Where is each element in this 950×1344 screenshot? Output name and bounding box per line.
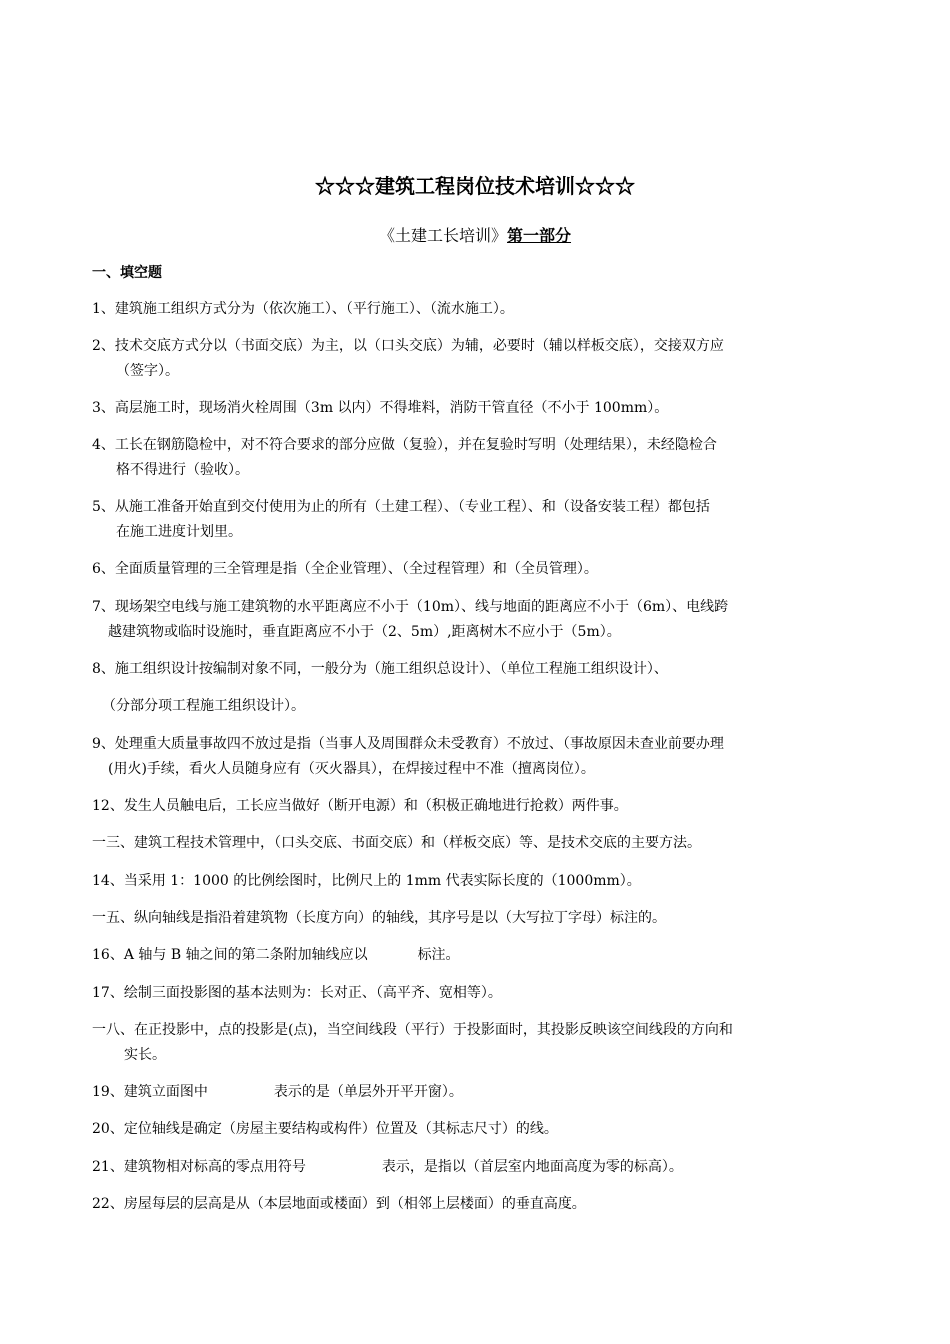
item-text: 一三、建筑工程技术管理中，（口头交底、书面交底）和（样板交底）等、是技术交底的主要方法。 [92,835,701,851]
item-text: 一八、在正投影中，点的投影是(点)，当空间线段（平行）于投影面时，其投影反映该空间线段的方向和 [92,1022,733,1038]
list-item [92,906,864,931]
list-item [92,297,864,322]
list-item [92,433,864,483]
list-item [92,1080,864,1105]
list-item [92,1155,864,1180]
list-item [92,831,864,856]
list-item [92,334,864,384]
list-item [92,869,864,894]
item-text: 4、工长在钢筋隐检中，对不符合要求的部分应做（复验），并在复验时写明（处理结果），未经隐检合 [92,437,717,453]
item-text: 一五、纵向轴线是指沿着建筑物（长度方向）的轴线，其序号是以（大写拉丁字母）标注的。 [92,910,666,926]
item-text: 20、定位轴线是确定（房屋主要结构或构件）位置及（其标志尺寸）的线。 [92,1121,558,1137]
item-text-continued: 越建筑物或临时设施时，垂直距离应不小于（2、5m）,距离树木不应小于（5m）。 [108,624,621,640]
list-item [92,732,864,782]
list-item [92,1117,864,1142]
item-text: 9、处理重大质量事故四不放过是指（当事人及周围群众未受教育）不放过、（事故原因未查业前要办理 [92,736,724,752]
item-text: 5、从施工准备开始直到交付使用为止的所有（土建工程）、（专业工程）、和（设备安装工程）都包括 [92,499,710,515]
item-text: 19、建筑立面图中 [92,1084,208,1100]
item-text: 22、房屋每层的层高是从（本层地面或楼面）到（相邻上层楼面）的垂直高度。 [92,1196,586,1212]
subtitle-main: 《土建工长培训》 [378,226,507,245]
item-text-tail: 表示，是指以（首层室内地面高度为零的标高）。 [381,1159,683,1175]
list-item [92,1192,864,1217]
item-text-continued: 实长。 [124,1047,166,1063]
item-text-continued: 在施工进度计划里。 [116,524,242,540]
item-text-continued: （签字）。 [116,363,179,379]
list-item [92,981,864,1006]
section-heading: 一、填空题 [92,265,162,281]
document-title: ☆☆☆建筑工程岗位技术培训☆☆☆ [315,174,635,198]
item-text: 16、A 轴与 B 轴之间的第二条附加轴线应以 [92,947,368,963]
item-text: 1、建筑施工组织方式分为（依次施工）、（平行施工）、（流水施工）。 [92,301,514,317]
list-item [92,595,864,645]
list-item [92,657,864,682]
item-text: 3、高层施工时，现场消火栓周围（3m 以内）不得堆料，消防干管直径（不小于 100mm）。 [92,400,669,416]
list-item [92,1018,864,1068]
document-subtitle [0,224,950,248]
item-text-continued: 格不得进行（验收）。 [116,462,249,478]
list-item [92,794,864,819]
item-text: 21、建筑物相对标高的零点用符号 [92,1159,306,1175]
item-text: （分部分项工程施工组织设计）。 [102,698,305,714]
item-text-tail: 表示的是（单层外开平开窗）。 [273,1084,463,1100]
item-text: 17、绘制三面投影图的基本法则为：长对正、（高平齐、宽相等）。 [92,985,502,1001]
list-item [102,694,874,719]
item-text-tail: 标注。 [417,947,460,963]
list-item [92,943,864,968]
item-text: 8、施工组织设计按编制对象不同，一般分为（施工组织总设计）、（单位工程施工组织设计）、 [92,661,668,677]
list-item [92,396,864,421]
item-text: 7、现场架空电线与施工建筑物的水平距离应不小于（10m）、线与地面的距离应不小于（6m）、电线跨 [92,599,729,615]
subtitle-part: 第一部分 [507,226,572,245]
item-text: 12、发生人员触电后，工长应当做好（断开电源）和（积极正确地进行抢救）两件事。 [92,798,628,814]
item-text: 6、全面质量管理的三全管理是指（全企业管理）、（全过程管理）和（全员管理）。 [92,561,598,577]
item-text: 2、技术交底方式分以（书面交底）为主，以（口头交底）为辅，必要时（辅以样板交底），交接双方应 [92,338,724,354]
list-item [92,557,864,582]
list-item [92,495,864,545]
item-text: 14、当采用 1：1000 的比例绘图时，比例尺上的 1mm 代表实际长度的（1000mm）。 [92,873,641,889]
item-text-continued: (用火)手续，看火人员随身应有（灭火器具），在焊接过程中不准（擅离岗位）。 [108,761,595,777]
